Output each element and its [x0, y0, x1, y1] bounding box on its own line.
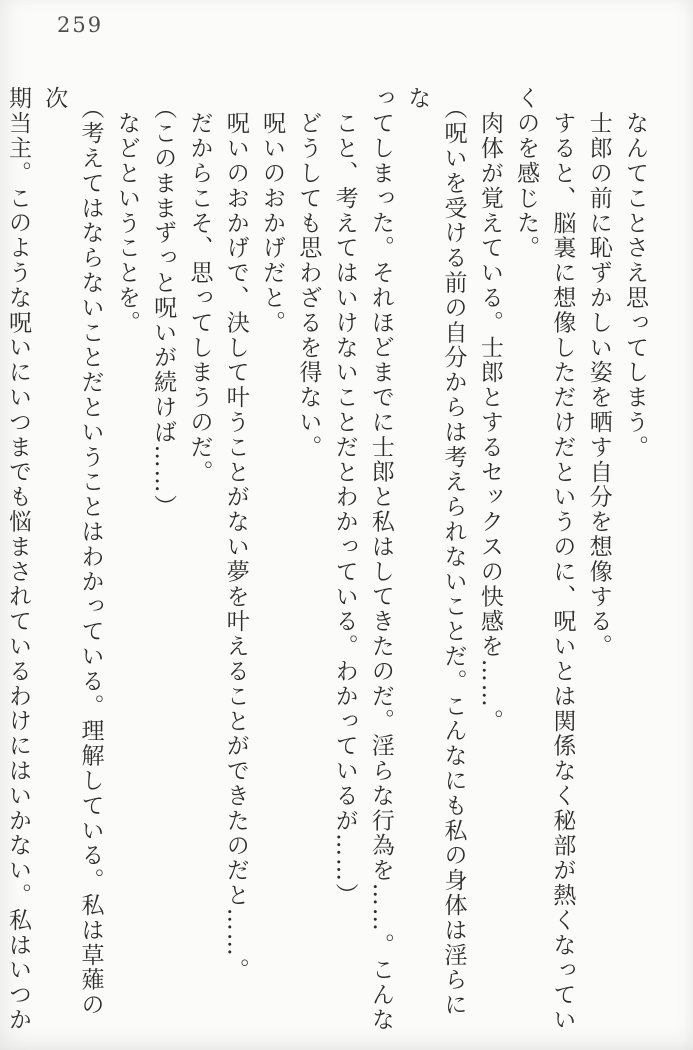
text-line: どうしても思わざるを得ない。 [295, 111, 322, 460]
text-line: ってしまった。それほどまでに士郎と私はしてきたのだ。淫らな行為を……。こんな [367, 86, 394, 1033]
text-line: 肉体が覚えている。士郎とするセックスの快感を……。 [476, 111, 503, 734]
text-line: 期当主。このような呪いにいつまでも悩まされているわけにはいかない。私はいつか [4, 86, 31, 1033]
text-line: （考えてはならないことだということはわかっている。理解している。私は草薙の次 [41, 86, 104, 1018]
text-line: くのを感じた。 [513, 86, 540, 261]
text-line: （このままずっと呪いが続けば……） [150, 96, 177, 520]
text-line: 呪いのおかげだと。 [259, 111, 286, 336]
text-line: すると、脳裏に想像しただけだというのに、呪いとは関係なく秘部が熱くなってい [549, 111, 576, 1033]
text-line: （呪いを受ける前の自分からは考えられないことだ。こんなにも私の身体は淫らにな [404, 86, 467, 1018]
text-line: 士郎の前に恥ずかしい姿を晒す自分を想像する。 [585, 111, 612, 659]
text-line: なんてことさえ思ってしまう。 [622, 111, 648, 460]
text-block [0, 86, 653, 1038]
text-line: などということを。 [113, 111, 140, 336]
text-line: こと、考えてはいけないことだとわかっている。わかっているが……） [331, 111, 358, 908]
text-line: だからこそ、思ってしまうのだ。 [186, 111, 213, 485]
page-number: 259 [57, 13, 104, 37]
text-line: 呪いのおかげで、決して叶うことがない夢を叶えることができたのだと……。 [222, 111, 249, 983]
